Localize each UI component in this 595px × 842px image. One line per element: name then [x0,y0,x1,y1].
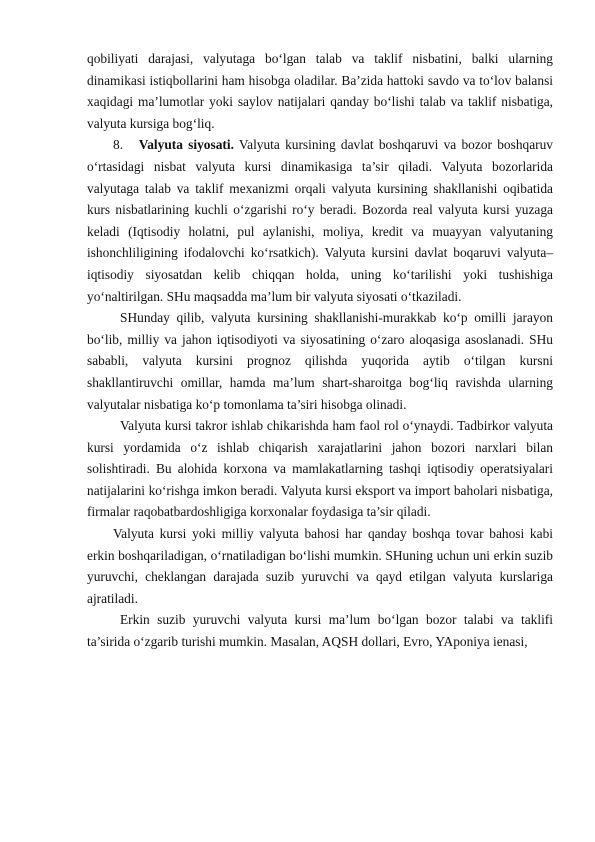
paragraph-4: Valyuta kursi takror ishlab chikarishda ham faol rol o‘ynaydi. Tadbirkor valyuta kursi yordamida o‘z ishlab chiqarish xarajatlarini jahon bozori narxlari bilan solishtiradi. Bu alohida korxona va mamlakatlarning tashqi iqtisodiy operatsiyalari natijalarini ko‘rishga imkon beradi. Valyuta kursi eksport va import baholari nisbatiga, firmalar raqobatbardoshligiga korxonalar foydasiga ta’sir qiladi. [87,418,553,520]
paragraph-3: SHunday qilib, valyuta kursining shakllanishi-murakkab ko‘p omilli jarayon bo‘lib, milliy va jahon iqtisodiyoti va siyosatining o‘zaro aloqasiga asoslanadi. SHu sababli, valyuta kursini prognoz qilishda yuqorida aytib o‘tilgan kursni shakllantiruvchi omillar, hamda ma’lum shart-sharoitga bog‘liq ravishda ularning valyutalar nisbatiga ko‘p tomonlama ta’siri hisobga olinadi. [87,310,553,412]
paragraph-5: Valyuta kursi yoki milliy valyuta bahosi har qanday boshqa tovar bahosi kabi erkin boshqariladigan, o‘rnatiladigan bo‘lishi mumkin. SHuning uchun uni erkin suzib yuruvchi, cheklangan darajada suzib yuruvchi va qayd etilgan valyuta kurslariga ajratiladi. [87,526,553,606]
paragraph-2-text: Valyuta kursining davlat boshqaruvi va bozor boshqaruv o‘rtasidagi nisbat valyuta kursi dinamikasiga ta’sir qiladi. Valyuta bozorlarida valyutaga talab va taklif mexanizmi orqali valyuta kursining shakllanishi oqibatida kurs nisbatlarining kuchli o‘zgarishi ro‘y beradi. Bozorda real valyuta kursi yuzaga keladi (Iqtisodiy holatni, pul aylanishi, moliya, kredit va muayyan valyutaning ishonchliligining ifodalovchi ko‘rsatkich). Valyuta kursini davlat boqaruvi valyuta–iqtisodiy siyosatdan kelib chiqqan holda, uning ko‘tarilishi yoki tushishiga yo‘naltirilgan. SHu maqsadda ma’lum bir valyuta siyosati o‘tkaziladi. [87,137,554,304]
paragraph-1: qobiliyati darajasi, valyutaga bo‘lgan talab va taklif nisbatini, balki ularning dinamikasi istiqbollarini ham hisobga oladilar. Ba’zida hattoki savdo va to‘lov balansi xaqidagi ma’lumotlar yoki saylov natijalari qanday bo‘lishi talab va taklif nisbatiga, valyuta kursiga bog‘liq. [87,51,553,131]
paragraph-2 [87,134,553,307]
paragraph-6: Erkin suzib yuruvchi valyuta kursi ma’lum bo‘lgan bozor talabi va taklifi ta’sirida o‘zgarib turishi mumkin. Masalan, AQSH dollari, Evro, YAponiya ienasi, [87,612,553,650]
section-heading: Valyuta siyosati. [138,137,234,153]
document-body [87,48,553,653]
list-number: 8. [113,137,124,153]
